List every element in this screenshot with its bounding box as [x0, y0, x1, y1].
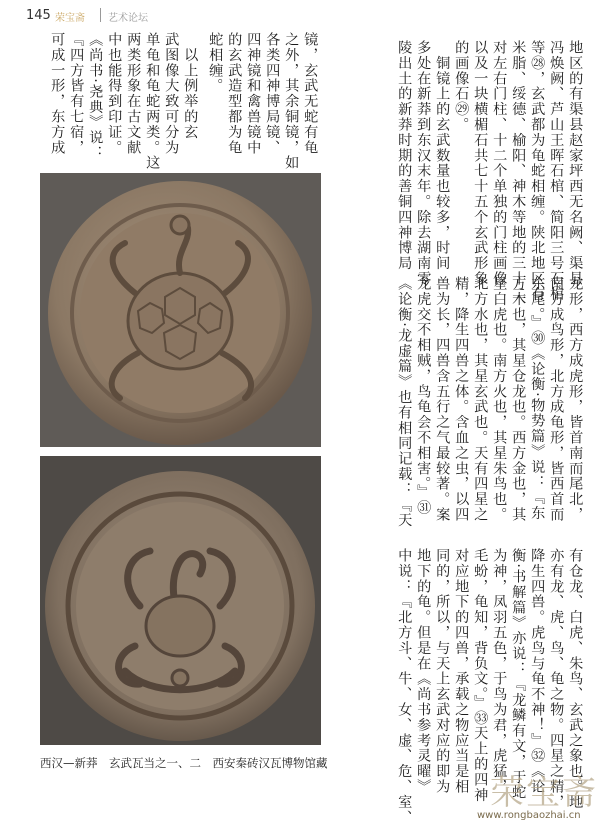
header-divider — [100, 8, 101, 22]
text-column: 方木也，其星仓龙也。西方金也，其 — [510, 276, 527, 523]
text-column: 《论衡·龙虚篇》也有相同记载：『天 — [396, 276, 413, 529]
text-column: 为神，凤羽五色，于鸟为君，虎猛， — [491, 548, 508, 795]
section-name: 艺术论坛 — [108, 13, 148, 24]
text-column: 陵出土的新莽时期的善铜四神博局 — [396, 40, 413, 271]
text-column: 的玄武造型都为龟 — [226, 32, 243, 156]
text-column: 《尚书·尧典》说： — [87, 32, 104, 161]
text-column: 各类四神博局镜、 — [264, 32, 281, 156]
text-column: 中说：『北方斗、牛、女、虚、危、室、 — [396, 548, 413, 826]
text-column: 以及一块横楣石共七十五个玄武形象 — [472, 40, 489, 287]
text-column: 等㉘，玄武都为龟蛇相缠。陕北地区有 — [529, 40, 546, 302]
text-column: 武图像大致可分为 — [163, 32, 180, 156]
text-column: 精，降生四兽之体。含血之虫，以四 — [453, 276, 470, 523]
watermark-url: www.rongbaozhai.cn — [477, 810, 581, 821]
text-column: 龙虎交不相贼，鸟龟会不相害。』㉛ — [415, 276, 432, 516]
text-column: 铜镜上的玄武数量也较多，时间 — [434, 40, 451, 271]
text-column: 四神镜和禽兽镜中 — [245, 32, 262, 156]
roof-tile-photo-2 — [40, 456, 321, 745]
turtle-snake-tile-illustration — [40, 456, 321, 745]
turtle-tile-illustration — [40, 173, 321, 447]
text-column: 龙形，西方成虎形，皆首南而尾北， — [567, 276, 584, 523]
text-column: 米脂、绥德、榆阳、神木等地的三十二 — [510, 40, 527, 302]
text-column: 之外，其余铜镜，如 — [283, 32, 300, 171]
text-column: 两类形象在古文献 — [125, 32, 142, 156]
text-column: 亦有龙、虎、鸟、龟之物。四星之精， — [548, 548, 565, 810]
magazine-name: 荣宝斋 — [55, 13, 85, 24]
text-column: 单龟和龟蛇两类。这 — [144, 32, 161, 171]
text-column: 镜，玄武无蛇有龟 — [302, 32, 319, 156]
text-column: 南方成鸟形，北方成龟形，皆西首而 — [548, 276, 565, 523]
text-column: 降生四兽。虎鸟与龟不神！』㉜《论 — [529, 548, 546, 795]
text-column: 毛蚡，龟知，背负文。』㉝天上的四神 — [472, 548, 489, 803]
text-column: 有仓龙、白虎、朱鸟、玄武之象也。地 — [567, 548, 584, 810]
text-column: 多处在新莽到东汉末年。除去湖南零 — [415, 40, 432, 287]
text-column: 地下的龟。但是在《尚书参考灵曜》 — [415, 548, 432, 795]
text-column: 蛇相缠。 — [207, 32, 224, 94]
page-number: 145 — [26, 8, 51, 23]
text-column: 冯焕阙、芦山王晖石棺、简阳三号石棺 — [548, 40, 565, 302]
text-column: 星白虎也。南方火也，其星朱鸟也。 — [491, 276, 508, 523]
text-column: 的画像石㉙。 — [453, 40, 470, 133]
text-column: 衡·书解篇》亦说：『龙鳞有文，于蛇 — [510, 548, 527, 801]
roof-tile-photo-1 — [40, 173, 321, 447]
watermark-logo: 荣宝斋 — [490, 773, 598, 813]
text-column: 东尾。』㉚《论衡·物势篇》说：『东 — [529, 276, 546, 522]
text-column: 可成一形，东方成 — [49, 32, 66, 156]
text-column: 以上例举的玄 — [182, 32, 199, 140]
text-column: 对左右门柱、十二个单独的门柱画像 — [491, 40, 508, 287]
text-column: 中也能得到印证。 — [106, 32, 123, 156]
text-column: 同的，所以，与天上玄武对应的即为 — [434, 548, 451, 795]
page-header — [0, 0, 600, 28]
text-column: 对应地下的四兽，承载之物应当是相 — [453, 548, 470, 795]
text-column: 地区的有渠县赵家坪西无名阙、渠县 — [567, 40, 584, 287]
text-column: 『四方皆有七宿， — [68, 32, 85, 156]
photo-caption: 西汉—新莽 玄武瓦当之一、二 西安秦砖汉瓦博物馆藏 — [40, 756, 328, 770]
text-column: 兽为长，四兽含五行之气最较著。案 — [434, 276, 451, 523]
text-column: 北方水也，其星玄武也。天有四星之 — [472, 276, 489, 523]
